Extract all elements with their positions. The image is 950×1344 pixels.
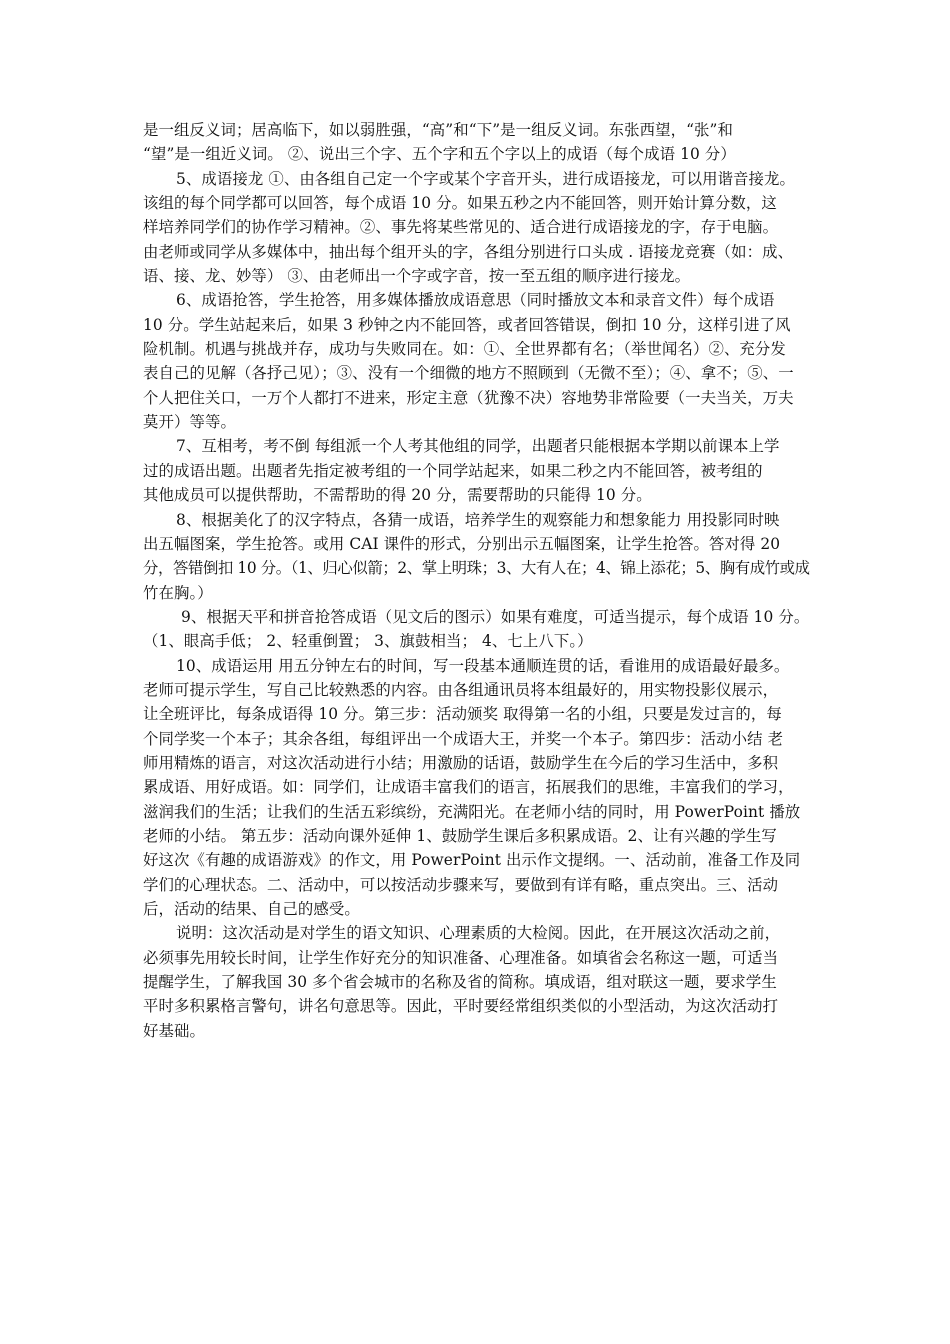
text-line: 竹在胸。） xyxy=(143,583,213,602)
text-line: 好这次《有趣的成语游戏》的作文，用 PowerPoint 出示作文提纲。一、活动前，准备工作及同 xyxy=(143,851,801,870)
text-line: 个同学奖一个本子；其余各组，每组评出一个成语大王，并奖一个本子。第四步：活动小结 老 xyxy=(143,729,784,748)
text-line: 师用精炼的语言，对这次活动进行小结；用激励的话语，鼓励学生在今后的学习生活中，多积 xyxy=(143,753,779,772)
text-line: 好基础。 xyxy=(143,1021,205,1040)
text-line: 让全班评比，每条成语得 10 分。第三步：活动颁奖 取得第一名的小组，只要是发过言的，每 xyxy=(143,705,782,724)
text-line: 过的成语出题。出题者先指定被考组的一个同学站起来，如果二秒之内不能回答，被考组的 xyxy=(143,461,763,480)
text-line: 9、根据天平和拼音抢答成语（见文后的图示）如果有难度，可适当提示，每个成语 10 分。 xyxy=(181,607,810,626)
text-line: 其他成员可以提供帮助，不需帮助的得 20 分，需要帮助的只能得 10 分。 xyxy=(143,486,652,505)
text-line: 8、根据美化了的汉字特点，各猜一成语，培养学生的观察能力和想象能力 用投影同时映 xyxy=(176,510,780,529)
text-line: 5、成语接龙 ①、由各组自己定一个字或某个字音开头，进行成语接龙，可以用谐音接龙。 xyxy=(176,169,796,188)
text-line: 个人把住关口，一万个人都打不进来，形定主意（犹豫不决）容地势非常险要（一夫当关，万夫 xyxy=(143,388,794,407)
text-line: 表自己的见解（各抒己见）；③、没有一个细微的地方不照顾到（无微不至）；④、拿不；⑤、一 xyxy=(143,364,794,383)
text-line: 6、成语抢答，学生抢答，用多媒体播放成语意思（同时播放文本和录音文件）每个成语 xyxy=(176,291,775,310)
text-line: 该组的每个同学都可以回答，每个成语 10 分。如果五秒之内不能回答，则开始计算分数，这 xyxy=(143,194,777,213)
text-line: 分，答错倒扣 10 分。（1、归心似箭；2、掌上明珠；3、大有人在；4、锦上添花；5、胸有成竹或成 xyxy=(143,559,810,578)
text-line: 险机制。机遇与挑战并存，成功与失败同在。如：①、全世界都有名；（举世闻名）②、充分发 xyxy=(143,340,786,359)
text-line: 平时多积累格言警句，讲名句意思等。因此，平时要经常组织类似的小型活动，为这次活动打 xyxy=(143,997,779,1016)
text-line: 10 分。学生站起来后，如果 3 秒钟之内不能回答，或者回答错误，倒扣 10 分，这样引进了风 xyxy=(143,315,791,334)
text-line: 老师的小结。 第五步：活动向课外延伸 1、鼓励学生课后多积累成语。2、让有兴趣的学生写 xyxy=(143,826,777,845)
text-line: “望”是一组近义词。 ②、说出三个字、五个字和五个字以上的成语（每个成语 10 分） xyxy=(143,145,736,164)
text-line: 后，活动的结果、自己的感受。 xyxy=(143,900,360,918)
text-line: 老师可提示学生，写自己比较熟悉的内容。由各组通讯员将本组最好的，用实物投影仪展示， xyxy=(143,680,779,699)
text-line: 必须事先用较长时间，让学生作好充分的知识准备、心理准备。如填省会名称这一题，可适当 xyxy=(143,948,779,967)
text-line: 10、成语运用 用五分钟左右的时间，写一段基本通顺连贯的话，看谁用的成语最好最多。 xyxy=(176,656,790,675)
text-line: 由老师或同学从多媒体中，抽出每个组开头的字，各组分别进行口头成 . 语接龙竞赛（如：成、 xyxy=(143,242,794,261)
text-line: 样培养同学们的协作学习精神。②、事先将某些常见的、适合进行成语接龙的字，存于电脑。 xyxy=(143,218,779,237)
text-line: 出五幅图案，学生抢答。或用 CAI 课件的形式，分别出示五幅图案，让学生抢答。答对得 20 xyxy=(143,534,781,553)
text-line: 累成语、用好成语。如：同学们，让成语丰富我们的语言，拓展我们的思维，丰富我们的学习， xyxy=(143,778,794,797)
text-line: （1、眼高手低； 2、轻重倒置； 3、旗鼓相当； 4、七上八下。） xyxy=(143,632,593,651)
text-line: 7、互相考，考不倒 每组派一个人考其他组的同学，出题者只能根据本学期以前课本上学 xyxy=(176,437,780,456)
text-line: 滋润我们的生活；让我们的生活五彩缤纷，充满阳光。在老师小结的同时，用 PowerPoint 播放 xyxy=(143,802,801,821)
text-line: 说明：这次活动是对学生的语文知识、心理素质的大检阅。因此，在开展这次活动之前， xyxy=(176,924,781,943)
document-body xyxy=(143,118,811,1043)
text-line: 莫开）等等。 xyxy=(143,413,236,432)
text-line: 学们的心理状态。二、活动中，可以按活动步骤来写，要做到有详有略，重点突出。三、活动 xyxy=(143,875,779,894)
text-line: 语、接、龙、妙等） ③、由老师出一个字或字音，按一至五组的顺序进行接龙。 xyxy=(143,267,691,286)
text-line: 提醒学生，了解我国 30 多个省会城市的名称及省的简称。填成语，组对联这一题，要求学生 xyxy=(143,973,777,992)
text-line: 是一组反义词；居高临下，如以弱胜强，“高”和“下”是一组反义词。东张西望，“张”和 xyxy=(143,121,733,139)
